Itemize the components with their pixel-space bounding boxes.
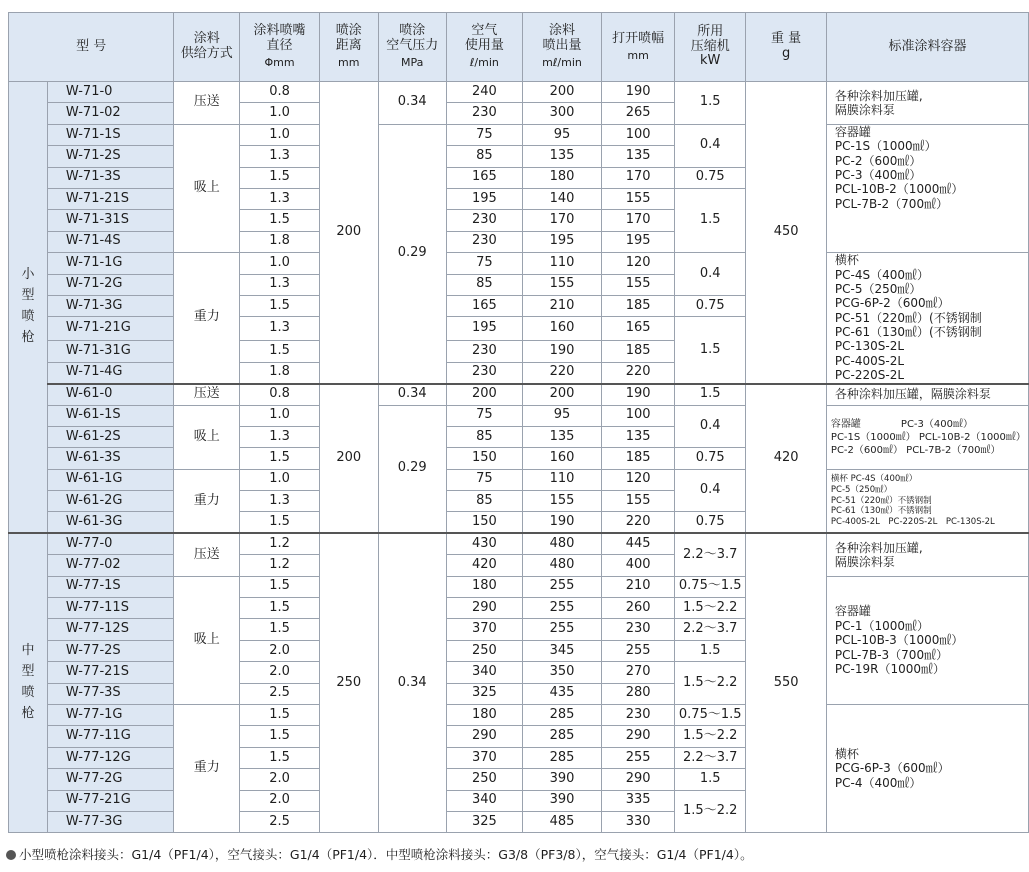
width-cell: 195 xyxy=(602,231,675,252)
width-cell: 155 xyxy=(602,188,675,209)
container-cell-line: PC-5（250㎖） xyxy=(834,281,922,296)
supply-cell: 吸上 xyxy=(174,576,240,704)
model-cell: W-61-3S xyxy=(47,448,173,469)
compressor-cell: 1.5 xyxy=(675,82,746,125)
width-cell: 185 xyxy=(602,448,675,469)
width-cell: 330 xyxy=(602,811,675,832)
nozzle-cell: 2.0 xyxy=(240,640,320,661)
table-row xyxy=(9,469,1029,490)
width-cell: 210 xyxy=(602,576,675,597)
output-cell: 180 xyxy=(522,167,601,188)
width-cell: 335 xyxy=(602,790,675,811)
width-cell: 100 xyxy=(602,405,675,426)
compressor-cell: 1.5～2.2 xyxy=(675,598,746,619)
container-cell-line: PC-3（400㎖） xyxy=(834,167,922,182)
air-cell: 200 xyxy=(446,384,522,405)
output-cell: 350 xyxy=(522,662,601,683)
table-row xyxy=(9,124,1029,145)
output-cell: 110 xyxy=(522,253,601,274)
compressor-cell: 0.4 xyxy=(675,405,746,448)
container-cell-line: PC-400S-2L PC-220S-2L PC-130S-2L xyxy=(830,516,995,527)
container-cell xyxy=(826,533,1028,576)
supply-cell: 吸上 xyxy=(174,124,240,252)
container-cell-line: 各种涂料加压罐, xyxy=(834,88,923,103)
category-char: 枪 xyxy=(21,330,35,346)
supply-cell: 重力 xyxy=(174,469,240,533)
model-cell: W-71-1G xyxy=(47,253,173,274)
air-cell: 250 xyxy=(446,640,522,661)
compressor-cell: 1.5～2.2 xyxy=(675,790,746,833)
supply-cell: 重力 xyxy=(174,253,240,384)
air-cell: 180 xyxy=(446,705,522,726)
header-distance: 喷涂 距离 mm xyxy=(319,13,378,82)
width-cell: 255 xyxy=(602,747,675,768)
width-cell: 280 xyxy=(602,683,675,704)
model-cell: W-71-3G xyxy=(47,295,173,316)
nozzle-cell: 1.5 xyxy=(240,341,320,362)
air-cell: 85 xyxy=(446,491,522,512)
air-cell: 290 xyxy=(446,726,522,747)
category-char: 喷 xyxy=(21,309,35,325)
container-cell-line: 横杯 xyxy=(834,747,859,762)
container-cell-line: PC-1（1000㎖） xyxy=(834,618,930,633)
container-cell-line: 横杯 PC-4S（400㎖） xyxy=(830,474,918,485)
container-cell-line: PC-4（400㎖） xyxy=(834,775,922,790)
width-cell: 120 xyxy=(602,253,675,274)
header-air: 空气 使用量 ℓ/min xyxy=(446,13,522,82)
nozzle-cell: 1.5 xyxy=(240,598,320,619)
width-cell: 190 xyxy=(602,384,675,405)
air-cell: 230 xyxy=(446,210,522,231)
nozzle-cell: 1.0 xyxy=(240,405,320,426)
output-cell: 435 xyxy=(522,683,601,704)
width-cell: 170 xyxy=(602,210,675,231)
supply-cell: 吸上 xyxy=(174,405,240,469)
width-cell: 190 xyxy=(602,82,675,103)
model-cell: W-71-2S xyxy=(47,146,173,167)
output-cell: 285 xyxy=(522,726,601,747)
air-cell: 165 xyxy=(446,167,522,188)
header-width: 打开喷幅 mm xyxy=(602,13,675,82)
output-cell: 390 xyxy=(522,790,601,811)
air-cell: 230 xyxy=(446,362,522,383)
output-cell: 135 xyxy=(522,146,601,167)
nozzle-cell: 2.0 xyxy=(240,662,320,683)
air-cell: 75 xyxy=(446,124,522,145)
container-cell-line: PCG-6P-2（600㎖） xyxy=(834,296,950,311)
nozzle-cell: 2.0 xyxy=(240,790,320,811)
air-cell: 370 xyxy=(446,619,522,640)
air-cell: 340 xyxy=(446,790,522,811)
nozzle-cell: 2.5 xyxy=(240,811,320,832)
model-cell: W-77-1G xyxy=(47,705,173,726)
output-cell: 485 xyxy=(522,811,601,832)
model-cell: W-61-1S xyxy=(47,405,173,426)
nozzle-cell: 0.8 xyxy=(240,82,320,103)
compressor-cell: 0.75～1.5 xyxy=(675,705,746,726)
width-cell: 165 xyxy=(602,317,675,341)
air-cell: 340 xyxy=(446,662,522,683)
model-cell: W-71-1S xyxy=(47,124,173,145)
category-char: 中 xyxy=(21,643,35,659)
output-cell: 345 xyxy=(522,640,601,661)
header-pressure: 喷涂 空气压力 MPa xyxy=(378,13,446,82)
supply-cell: 压送 xyxy=(174,82,240,125)
model-cell: W-71-3S xyxy=(47,167,173,188)
compressor-cell: 1.5 xyxy=(675,317,746,384)
container-cell-line: 容器罐 xyxy=(834,124,871,139)
container-cell-line: PC-51（220㎖）(不锈钢制 xyxy=(834,310,982,325)
nozzle-cell: 1.3 xyxy=(240,146,320,167)
header-weight: 重 量 g xyxy=(746,13,827,82)
nozzle-cell: 1.0 xyxy=(240,103,320,124)
output-cell: 200 xyxy=(522,82,601,103)
air-cell: 165 xyxy=(446,295,522,316)
nozzle-cell: 1.5 xyxy=(240,576,320,597)
container-cell-line: PC-61（130㎖）(不锈钢制 xyxy=(834,325,982,340)
compressor-cell: 0.4 xyxy=(675,253,746,296)
nozzle-cell: 1.0 xyxy=(240,253,320,274)
container-cell-line: 隔膜涂料泵 xyxy=(834,102,895,117)
model-cell: W-77-02 xyxy=(47,555,173,576)
table-row xyxy=(9,405,1029,426)
container-cell-line: PCL-7B-3（700㎖） xyxy=(834,647,949,662)
width-cell: 170 xyxy=(602,167,675,188)
output-cell: 255 xyxy=(522,576,601,597)
width-cell: 400 xyxy=(602,555,675,576)
width-cell: 185 xyxy=(602,295,675,316)
header-supply: 涂料 供给方式 xyxy=(174,13,240,82)
air-cell: 250 xyxy=(446,769,522,790)
nozzle-cell: 1.5 xyxy=(240,295,320,316)
container-cell-line: PC-61（130㎖）不锈钢制 xyxy=(830,506,932,517)
model-cell: W-77-21S xyxy=(47,662,173,683)
supply-cell: 压送 xyxy=(174,533,240,576)
nozzle-cell: 1.3 xyxy=(240,491,320,512)
output-cell: 200 xyxy=(522,384,601,405)
model-cell: W-71-2G xyxy=(47,274,173,295)
container-cell-line: 各种涂料加压罐，隔膜涂料泵 xyxy=(834,387,991,402)
compressor-cell: 2.2～3.7 xyxy=(675,619,746,640)
header-container: 标准涂料容器 xyxy=(826,13,1028,82)
output-cell: 220 xyxy=(522,362,601,383)
nozzle-cell: 1.2 xyxy=(240,555,320,576)
nozzle-cell: 1.8 xyxy=(240,362,320,383)
air-cell: 85 xyxy=(446,146,522,167)
model-cell: W-61-1G xyxy=(47,469,173,490)
output-cell: 155 xyxy=(522,274,601,295)
container-cell xyxy=(826,124,1028,252)
air-cell: 75 xyxy=(446,405,522,426)
nozzle-cell: 1.5 xyxy=(240,726,320,747)
nozzle-cell: 1.5 xyxy=(240,210,320,231)
air-cell: 195 xyxy=(446,317,522,341)
container-cell-line: PCL-10B-2（1000㎖） xyxy=(834,182,964,197)
width-cell: 135 xyxy=(602,146,675,167)
output-cell: 95 xyxy=(522,124,601,145)
container-cell xyxy=(826,384,1028,405)
nozzle-cell: 1.5 xyxy=(240,167,320,188)
air-cell: 325 xyxy=(446,811,522,832)
width-cell: 185 xyxy=(602,341,675,362)
output-cell: 95 xyxy=(522,405,601,426)
width-cell: 270 xyxy=(602,662,675,683)
compressor-cell: 1.5 xyxy=(675,384,746,405)
width-cell: 255 xyxy=(602,640,675,661)
model-cell: W-77-12G xyxy=(47,747,173,768)
width-cell: 290 xyxy=(602,769,675,790)
air-cell: 85 xyxy=(446,426,522,447)
spray-gun-spec-table xyxy=(8,12,1029,833)
table-row xyxy=(9,384,1029,405)
output-cell: 155 xyxy=(522,491,601,512)
distance-cell: 250 xyxy=(319,533,378,832)
model-cell: W-77-11G xyxy=(47,726,173,747)
container-cell-line: PC-1S（1000㎖） xyxy=(834,139,937,154)
compressor-cell: 0.4 xyxy=(675,124,746,167)
model-cell: W-71-4S xyxy=(47,231,173,252)
compressor-cell: 1.5～2.2 xyxy=(675,726,746,747)
air-cell: 370 xyxy=(446,747,522,768)
width-cell: 155 xyxy=(602,491,675,512)
model-cell: W-77-2S xyxy=(47,640,173,661)
width-cell: 155 xyxy=(602,274,675,295)
table-body xyxy=(9,82,1029,833)
distance-cell: 200 xyxy=(319,82,378,384)
table-row xyxy=(9,576,1029,597)
model-cell: W-71-21G xyxy=(47,317,173,341)
table-row xyxy=(9,705,1029,726)
model-cell: W-77-0 xyxy=(47,533,173,554)
pressure-cell: 0.34 xyxy=(378,384,446,405)
nozzle-cell: 0.8 xyxy=(240,384,320,405)
container-cell-line: PC-400S-2L xyxy=(834,353,905,368)
pressure-cell: 0.29 xyxy=(378,124,446,383)
air-cell: 240 xyxy=(446,82,522,103)
nozzle-cell: 1.3 xyxy=(240,317,320,341)
air-cell: 150 xyxy=(446,512,522,533)
output-cell: 285 xyxy=(522,705,601,726)
air-cell: 75 xyxy=(446,469,522,490)
container-cell-line: 横杯 xyxy=(834,253,859,268)
category-label xyxy=(9,533,48,832)
nozzle-cell: 2.5 xyxy=(240,683,320,704)
width-cell: 220 xyxy=(602,362,675,383)
air-cell: 85 xyxy=(446,274,522,295)
model-cell: W-71-31S xyxy=(47,210,173,231)
model-cell: W-77-1S xyxy=(47,576,173,597)
header-model: 型 号 xyxy=(9,13,174,82)
distance-cell: 200 xyxy=(319,384,378,534)
supply-cell: 压送 xyxy=(174,384,240,405)
compressor-cell: 0.75 xyxy=(675,167,746,188)
output-cell: 140 xyxy=(522,188,601,209)
nozzle-cell: 1.3 xyxy=(240,426,320,447)
model-cell: W-71-31G xyxy=(47,341,173,362)
table-row xyxy=(9,82,1029,103)
footnote: 小型喷枪涂料接头：G1/4（PF1/4），空气接头：G1/4（PF1/4）．中型喷枪涂料接头：G3/8（PF3/8），空气接头：G1/4（PF1/4）。 xyxy=(6,845,753,863)
output-cell: 255 xyxy=(522,598,601,619)
weight-cell: 450 xyxy=(746,82,827,384)
output-cell: 480 xyxy=(522,533,601,554)
pressure-cell: 0.29 xyxy=(378,405,446,533)
output-cell: 190 xyxy=(522,341,601,362)
container-cell-line: PC-1S（1000㎖） PCL-10B-2（1000㎖） xyxy=(830,431,1026,443)
container-cell xyxy=(826,705,1028,833)
compressor-cell: 1.5～2.2 xyxy=(675,662,746,705)
output-cell: 160 xyxy=(522,317,601,341)
container-cell-line: PC-5（250㎖） xyxy=(830,485,893,496)
air-cell: 195 xyxy=(446,188,522,209)
container-cell-line: PC-130S-2L xyxy=(834,339,905,354)
model-cell: W-77-21G xyxy=(47,790,173,811)
container-cell-line: PC-19R（1000㎖） xyxy=(834,661,946,676)
container-cell-line: 隔膜涂料泵 xyxy=(834,555,895,570)
output-cell: 110 xyxy=(522,469,601,490)
output-cell: 135 xyxy=(522,426,601,447)
compressor-cell: 1.5 xyxy=(675,188,746,252)
pressure-cell: 0.34 xyxy=(378,533,446,832)
width-cell: 135 xyxy=(602,426,675,447)
container-cell xyxy=(826,405,1028,469)
output-cell: 190 xyxy=(522,512,601,533)
category-char: 枪 xyxy=(21,706,35,722)
compressor-cell: 1.5 xyxy=(675,769,746,790)
model-cell: W-61-2G xyxy=(47,491,173,512)
air-cell: 430 xyxy=(446,533,522,554)
output-cell: 390 xyxy=(522,769,601,790)
air-cell: 180 xyxy=(446,576,522,597)
nozzle-cell: 2.0 xyxy=(240,769,320,790)
compressor-cell: 2.2～3.7 xyxy=(675,747,746,768)
output-cell: 195 xyxy=(522,231,601,252)
width-cell: 100 xyxy=(602,124,675,145)
container-cell-line: PCL-7B-2（700㎖） xyxy=(834,196,949,211)
weight-cell: 550 xyxy=(746,533,827,832)
compressor-cell: 2.2～3.7 xyxy=(675,533,746,576)
model-cell: W-77-12S xyxy=(47,619,173,640)
container-cell xyxy=(826,253,1028,384)
air-cell: 230 xyxy=(446,341,522,362)
category-char: 型 xyxy=(21,288,35,304)
width-cell: 445 xyxy=(602,533,675,554)
output-cell: 170 xyxy=(522,210,601,231)
width-cell: 230 xyxy=(602,619,675,640)
container-cell xyxy=(826,469,1028,533)
category-char: 型 xyxy=(21,664,35,680)
weight-cell: 420 xyxy=(746,384,827,534)
air-cell: 290 xyxy=(446,598,522,619)
table-row xyxy=(9,533,1029,554)
container-cell-line: 容器罐 xyxy=(834,604,871,619)
container-cell xyxy=(826,576,1028,704)
air-cell: 75 xyxy=(446,253,522,274)
nozzle-cell: 1.0 xyxy=(240,124,320,145)
header-compressor: 所用 压缩机 kW xyxy=(675,13,746,82)
container-cell-line: PC-2（600㎖） PCL-7B-2（700㎖） xyxy=(830,444,1001,456)
width-cell: 220 xyxy=(602,512,675,533)
container-cell-line: PC-220S-2L xyxy=(834,368,905,383)
container-cell-line: 各种涂料加压罐, xyxy=(834,540,923,555)
width-cell: 230 xyxy=(602,705,675,726)
supply-cell: 重力 xyxy=(174,705,240,833)
width-cell: 290 xyxy=(602,726,675,747)
air-cell: 325 xyxy=(446,683,522,704)
nozzle-cell: 1.5 xyxy=(240,705,320,726)
nozzle-cell: 1.5 xyxy=(240,448,320,469)
container-cell-line: 容器罐 PC-3（400㎖） xyxy=(830,418,973,430)
category-label xyxy=(9,82,48,534)
compressor-cell: 1.5 xyxy=(675,640,746,661)
compressor-cell: 0.75 xyxy=(675,512,746,533)
container-cell-line: PCL-10B-3（1000㎖） xyxy=(834,633,964,648)
compressor-cell: 0.75～1.5 xyxy=(675,576,746,597)
nozzle-cell: 1.5 xyxy=(240,747,320,768)
output-cell: 480 xyxy=(522,555,601,576)
output-cell: 285 xyxy=(522,747,601,768)
compressor-cell: 0.75 xyxy=(675,295,746,316)
container-cell-line: PC-51（220㎖）不锈钢制 xyxy=(830,495,932,506)
bullet-icon xyxy=(6,850,16,860)
nozzle-cell: 1.5 xyxy=(240,512,320,533)
model-cell: W-71-21S xyxy=(47,188,173,209)
air-cell: 150 xyxy=(446,448,522,469)
header-nozzle: 涂料喷嘴 直径 Φmm xyxy=(240,13,320,82)
air-cell: 230 xyxy=(446,231,522,252)
model-cell: W-71-4G xyxy=(47,362,173,383)
nozzle-cell: 1.3 xyxy=(240,188,320,209)
container-cell xyxy=(826,82,1028,125)
model-cell: W-77-3S xyxy=(47,683,173,704)
model-cell: W-71-02 xyxy=(47,103,173,124)
nozzle-cell: 1.0 xyxy=(240,469,320,490)
model-cell: W-61-3G xyxy=(47,512,173,533)
width-cell: 260 xyxy=(602,598,675,619)
compressor-cell: 0.4 xyxy=(675,469,746,512)
compressor-cell: 0.75 xyxy=(675,448,746,469)
container-cell-line: PCG-6P-3（600㎖） xyxy=(834,761,950,776)
container-cell-line: PC-2（600㎖） xyxy=(834,153,922,168)
model-cell: W-77-11S xyxy=(47,598,173,619)
model-cell: W-71-0 xyxy=(47,82,173,103)
output-cell: 210 xyxy=(522,295,601,316)
output-cell: 160 xyxy=(522,448,601,469)
category-char: 小 xyxy=(21,267,35,283)
model-cell: W-77-2G xyxy=(47,769,173,790)
model-cell: W-61-0 xyxy=(47,384,173,405)
air-cell: 230 xyxy=(446,103,522,124)
model-cell: W-77-3G xyxy=(47,811,173,832)
nozzle-cell: 1.8 xyxy=(240,231,320,252)
pressure-cell: 0.34 xyxy=(378,82,446,125)
nozzle-cell: 1.5 xyxy=(240,619,320,640)
nozzle-cell: 1.2 xyxy=(240,533,320,554)
width-cell: 120 xyxy=(602,469,675,490)
model-cell: W-61-2S xyxy=(47,426,173,447)
container-cell-line: PC-4S（400㎖） xyxy=(834,267,930,282)
nozzle-cell: 1.3 xyxy=(240,274,320,295)
output-cell: 300 xyxy=(522,103,601,124)
table-row xyxy=(9,253,1029,274)
header-output: 涂料 喷出量 mℓ/min xyxy=(522,13,601,82)
air-cell: 420 xyxy=(446,555,522,576)
output-cell: 255 xyxy=(522,619,601,640)
category-char: 喷 xyxy=(21,685,35,701)
width-cell: 265 xyxy=(602,103,675,124)
